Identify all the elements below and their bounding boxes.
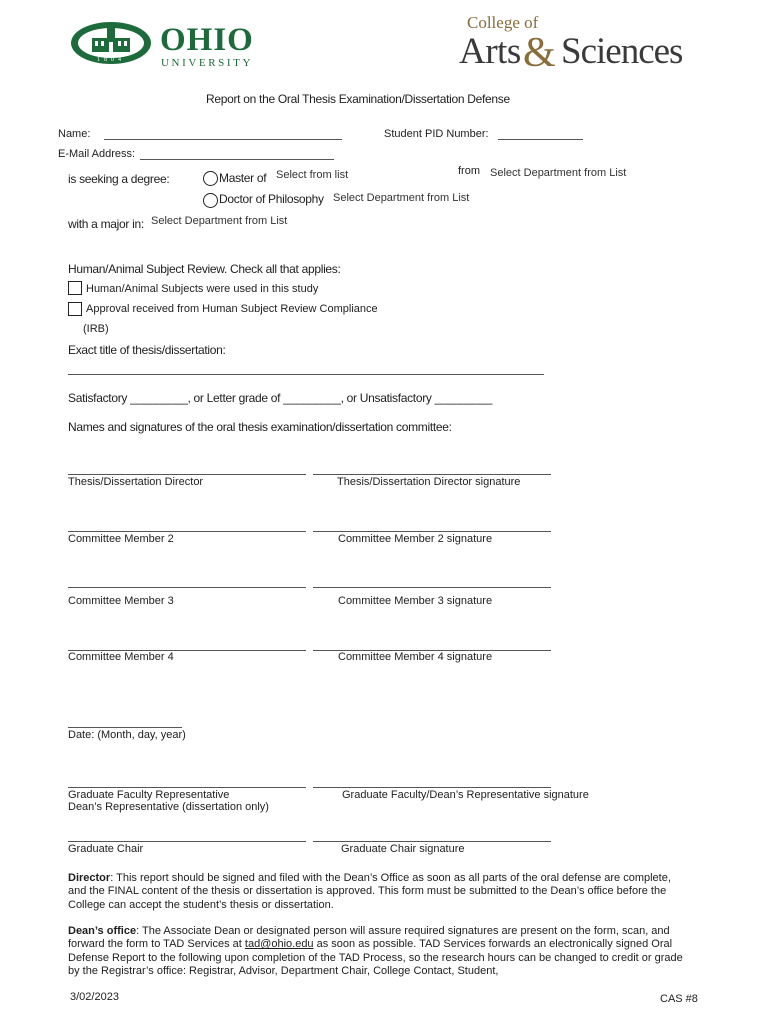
doctor-department-select[interactable]: Select Department from List xyxy=(333,192,470,204)
gfr-name-line[interactable] xyxy=(68,787,306,788)
deans-office-label: Dean’s office xyxy=(68,925,137,937)
director-signature-label: Thesis/Dissertation Director signature xyxy=(337,476,521,488)
member2-signature-label: Committee Member 2 signature xyxy=(338,533,493,545)
chair-signature-label: Graduate Chair signature xyxy=(341,843,465,855)
member3-signature-line[interactable] xyxy=(313,587,551,588)
subjects-used-label: Human/Animal Subjects were used in this study xyxy=(86,283,319,295)
major-label: with a major in: xyxy=(68,217,144,231)
footer-date: 3/02/2023 xyxy=(70,991,119,1003)
member2-signature-line[interactable] xyxy=(313,531,551,532)
deans-rep-label: Dean’s Representative (dissertation only) xyxy=(68,801,269,813)
subjects-used-checkbox[interactable] xyxy=(68,281,82,295)
from-department-select[interactable]: Select Department from List xyxy=(490,167,627,179)
pid-field[interactable] xyxy=(498,139,583,140)
tad-email-link[interactable]: tad@ohio.edu xyxy=(244,938,314,951)
email-field[interactable] xyxy=(140,159,334,160)
deans-office-instructions xyxy=(68,925,688,979)
gfr-label: Graduate Faculty Representative xyxy=(68,789,230,801)
ohio-university-seal-icon xyxy=(70,20,152,66)
college-of-text: College of xyxy=(467,13,539,32)
master-program-select[interactable]: Select from list xyxy=(276,169,349,181)
master-label: Master of xyxy=(219,171,267,185)
master-radio[interactable] xyxy=(203,171,218,186)
irb-approval-label: Approval received from Human Subject Review Compliance xyxy=(86,303,378,315)
sciences-text: Sciences xyxy=(561,31,683,72)
director-instructions xyxy=(68,872,688,912)
deans-office-text-1: : The Associate Dean or designated person will assure required signatures are present on the form, scan, and forward the form to TAD Services at xyxy=(68,925,670,951)
member2-name-line[interactable] xyxy=(68,531,306,532)
director-signature-line[interactable] xyxy=(313,474,551,475)
member3-name-line[interactable] xyxy=(68,587,306,588)
irb-approval-checkbox[interactable] xyxy=(68,302,82,316)
date-label: Date: (Month, day, year) xyxy=(68,729,186,741)
member4-label: Committee Member 4 xyxy=(68,651,174,663)
review-heading: Human/Animal Subject Review. Check all that applies: xyxy=(68,262,341,276)
form-title: Report on the Oral Thesis Examination/Dissertation Defense xyxy=(206,92,510,106)
thesis-title-label: Exact title of thesis/dissertation: xyxy=(68,343,226,357)
director-label: Thesis/Dissertation Director xyxy=(68,476,204,488)
university-wordmark: UNIVERSITY xyxy=(161,57,253,69)
name-label: Name: xyxy=(58,128,91,140)
ampersand-text: & xyxy=(523,30,556,76)
chair-signature-line[interactable] xyxy=(313,841,551,842)
member3-label: Committee Member 3 xyxy=(68,595,174,607)
ohio-wordmark: OHIO xyxy=(160,22,254,58)
footer-form-code: CAS #8 xyxy=(660,993,698,1005)
thesis-title-field[interactable] xyxy=(68,374,544,375)
from-label: from xyxy=(458,165,480,177)
member4-signature-label: Committee Member 4 signature xyxy=(338,651,493,663)
member3-signature-label: Committee Member 3 signature xyxy=(338,595,493,607)
director-instructions-text: : This report should be signed and filed with the Dean’s Office as soon as all parts of the oral defense are complete, and the FINAL content of the thesis or dissertation is approved. This form must be submitted to the Dean’s office before the College can accept the student’s thesis or dissertation. xyxy=(68,872,671,911)
director-instructions-label: Director xyxy=(68,872,111,884)
doctor-radio[interactable] xyxy=(203,193,218,208)
chair-name-line[interactable] xyxy=(68,841,306,842)
gfr-signature-line[interactable] xyxy=(313,787,551,788)
date-line[interactable] xyxy=(68,727,182,728)
grade-line[interactable]: Satisfactory _________, or Letter grade of _________, or Unsatisfactory _________ xyxy=(68,391,493,405)
svg-text:1804: 1804 xyxy=(97,57,125,63)
major-department-select[interactable]: Select Department from List xyxy=(151,215,288,227)
director-name-line[interactable] xyxy=(68,474,306,475)
chair-label: Graduate Chair xyxy=(68,843,144,855)
pid-label: Student PID Number: xyxy=(384,128,489,140)
member2-label: Committee Member 2 xyxy=(68,533,174,545)
irb-approval-label-cont: (IRB) xyxy=(83,323,109,335)
gfr-signature-label: Graduate Faculty/Dean’s Representative signature xyxy=(342,789,589,801)
seeking-degree-label: is seeking a degree: xyxy=(68,172,170,186)
email-label: E-Mail Address: xyxy=(58,148,136,160)
deans-office-text-2: as soon as possible. TAD Services forwards an electronically signed Oral Defense Report to the following upon completion of the TAD Process, so the research hours can be changed to credit or grade by the Registrar’s office: Registrar, Advisor, Department Chair, College Contact, Student, xyxy=(68,938,683,978)
committee-heading: Names and signatures of the oral thesis examination/dissertation committee: xyxy=(68,420,452,434)
arts-text: Arts xyxy=(459,31,521,72)
name-field[interactable] xyxy=(104,139,342,140)
doctor-label: Doctor of Philosophy xyxy=(219,192,324,206)
